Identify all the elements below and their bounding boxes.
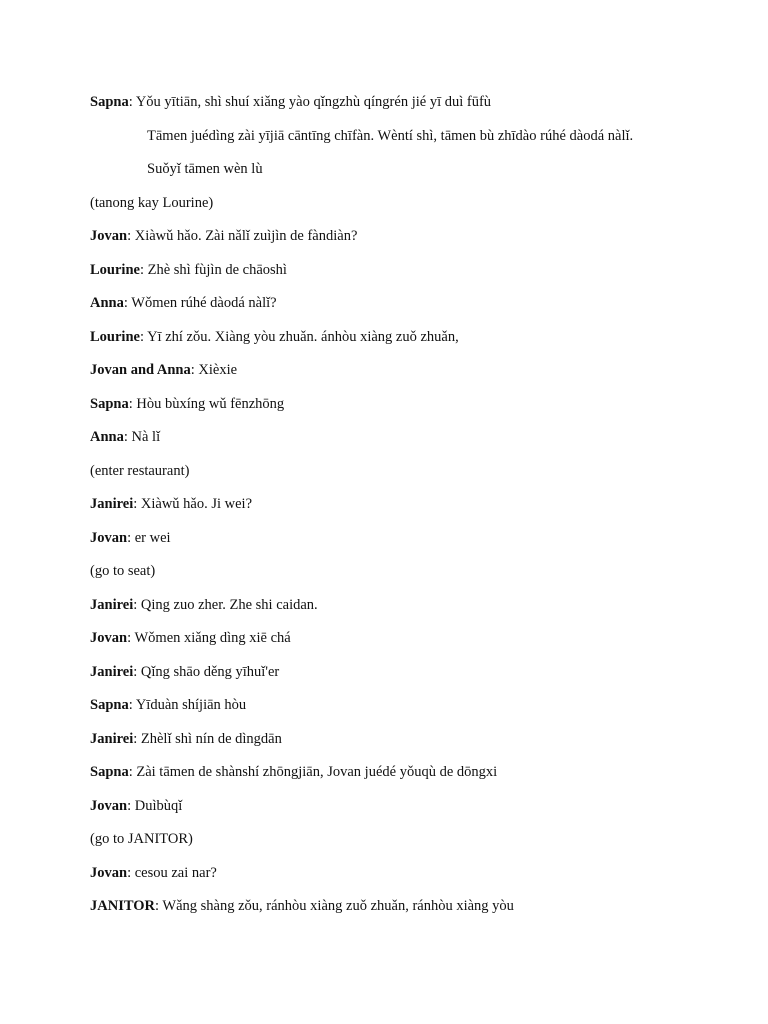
speaker-separator: : <box>155 898 163 914</box>
speaker-separator: : <box>128 396 137 412</box>
dialogue-line <box>90 663 728 681</box>
speaker-separator: : <box>127 630 135 646</box>
speaker-name: Jovan <box>90 530 128 546</box>
dialogue-line <box>90 797 728 815</box>
speaker-name: Anna <box>90 295 124 311</box>
line-text: Yī zhí zǒu. Xiàng yòu zhuǎn. ánhòu xiàng zuǒ zhuǎn, <box>147 329 459 345</box>
line-text: Wǎng shàng zǒu, ránhòu xiàng zuǒ zhuǎn, ránhòu xiàng yòu <box>162 898 514 914</box>
speaker-name: Sapna <box>90 764 129 780</box>
speaker-name: JANITOR <box>90 898 155 914</box>
speaker-separator: : <box>139 262 148 278</box>
dialogue-line <box>90 763 728 781</box>
speaker-name: Sapna <box>90 697 129 713</box>
speaker-separator: : <box>123 295 132 311</box>
line-text: Nà lǐ <box>131 429 161 445</box>
speaker-separator: : <box>127 530 135 546</box>
speaker-name: Janirei <box>90 597 134 613</box>
line-text: Zhè shì fùjìn de chāoshì <box>147 262 287 278</box>
speaker-name: Lourine <box>90 329 140 345</box>
stage-direction <box>90 830 728 848</box>
dialogue-line <box>90 227 728 245</box>
dialogue-line <box>90 328 728 346</box>
dialogue-line <box>90 495 728 513</box>
speaker-separator: : <box>133 731 141 747</box>
line-text: Zài tāmen de shànshí zhōngjiān, Jovan juédé yǒuqù de dōngxi <box>136 764 498 780</box>
speaker-separator: : <box>127 228 135 244</box>
speaker-name: Jovan <box>90 630 128 646</box>
speaker-separator: : <box>123 429 132 445</box>
speaker-separator: : <box>133 597 141 613</box>
speaker-name: Janirei <box>90 731 134 747</box>
line-text: Wǒmen rúhé dàodá nàlǐ? <box>131 295 277 311</box>
speaker-name: Jovan and Anna <box>90 362 191 378</box>
dialogue-line <box>90 395 728 413</box>
stage-direction <box>90 194 728 212</box>
speaker-separator: : <box>127 865 135 881</box>
speaker-name: Sapna <box>90 94 129 110</box>
line-text: Qǐng shāo děng yīhuǐ'er <box>140 664 280 680</box>
line-text: Yīduàn shíjiān hòu <box>135 697 247 713</box>
dialogue-line <box>90 361 728 379</box>
line-text: Qing zuo zher. Zhe shi caidan. <box>140 597 318 613</box>
line-text: (tanong kay Lourine) <box>90 195 214 211</box>
speaker-separator: : <box>133 664 141 680</box>
dialogue-line <box>90 596 728 614</box>
narration-line <box>147 160 728 178</box>
speaker-separator: : <box>190 362 199 378</box>
line-text: Yǒu yītiān, shì shuí xiǎng yào qǐngzhù qíngrén jié yī duì fūfù <box>135 94 492 110</box>
line-text: Hòu bùxíng wǔ fēnzhōng <box>136 396 285 412</box>
line-text: Xiàwǔ hǎo. Zài nǎlǐ zuìjìn de fàndiàn? <box>134 228 358 244</box>
dialogue-line <box>90 261 728 279</box>
line-text: Zhèlǐ shì nín de dìngdān <box>140 731 282 747</box>
stage-direction <box>90 462 728 480</box>
speaker-name: Janirei <box>90 664 134 680</box>
speaker-separator: : <box>139 329 148 345</box>
line-text: Duìbùqǐ <box>134 798 183 814</box>
line-text: Tāmen juédìng zài yījiā cāntīng chīfàn. Wèntí shì, tāmen bù zhīdào rúhé dàodá nàlǐ. <box>147 128 634 144</box>
speaker-name: Anna <box>90 429 124 445</box>
dialogue-line <box>90 629 728 647</box>
line-text: cesou zai nar? <box>134 865 217 881</box>
speaker-separator: : <box>128 697 136 713</box>
stage-direction <box>90 562 728 580</box>
line-text: Wǒmen xiǎng dìng xiē chá <box>134 630 291 646</box>
dialogue-line <box>90 294 728 312</box>
line-text: (go to seat) <box>90 563 156 579</box>
speaker-separator: : <box>128 764 137 780</box>
dialogue-line <box>90 529 728 547</box>
dialogue-line <box>90 696 728 714</box>
speaker-name: Lourine <box>90 262 140 278</box>
line-text: (enter restaurant) <box>90 463 190 479</box>
narration-line <box>147 127 728 145</box>
dialogue-line <box>90 93 728 111</box>
speaker-name: Jovan <box>90 798 128 814</box>
speaker-name: Sapna <box>90 396 129 412</box>
speaker-separator: : <box>127 798 135 814</box>
line-text: Xièxie <box>198 362 238 378</box>
dialogue-line <box>90 428 728 446</box>
dialogue-line <box>90 864 728 882</box>
line-text: Xiàwǔ hǎo. Ji wei? <box>140 496 253 512</box>
speaker-name: Jovan <box>90 228 128 244</box>
speaker-name: Jovan <box>90 865 128 881</box>
line-text: er wei <box>134 530 171 546</box>
speaker-separator: : <box>128 94 136 110</box>
speaker-name: Janirei <box>90 496 134 512</box>
dialogue-line <box>90 730 728 748</box>
dialogue-line <box>90 897 728 915</box>
speaker-separator: : <box>133 496 141 512</box>
line-text: (go to JANITOR) <box>90 831 193 847</box>
line-text: Suǒyǐ tāmen wèn lù <box>147 161 263 177</box>
